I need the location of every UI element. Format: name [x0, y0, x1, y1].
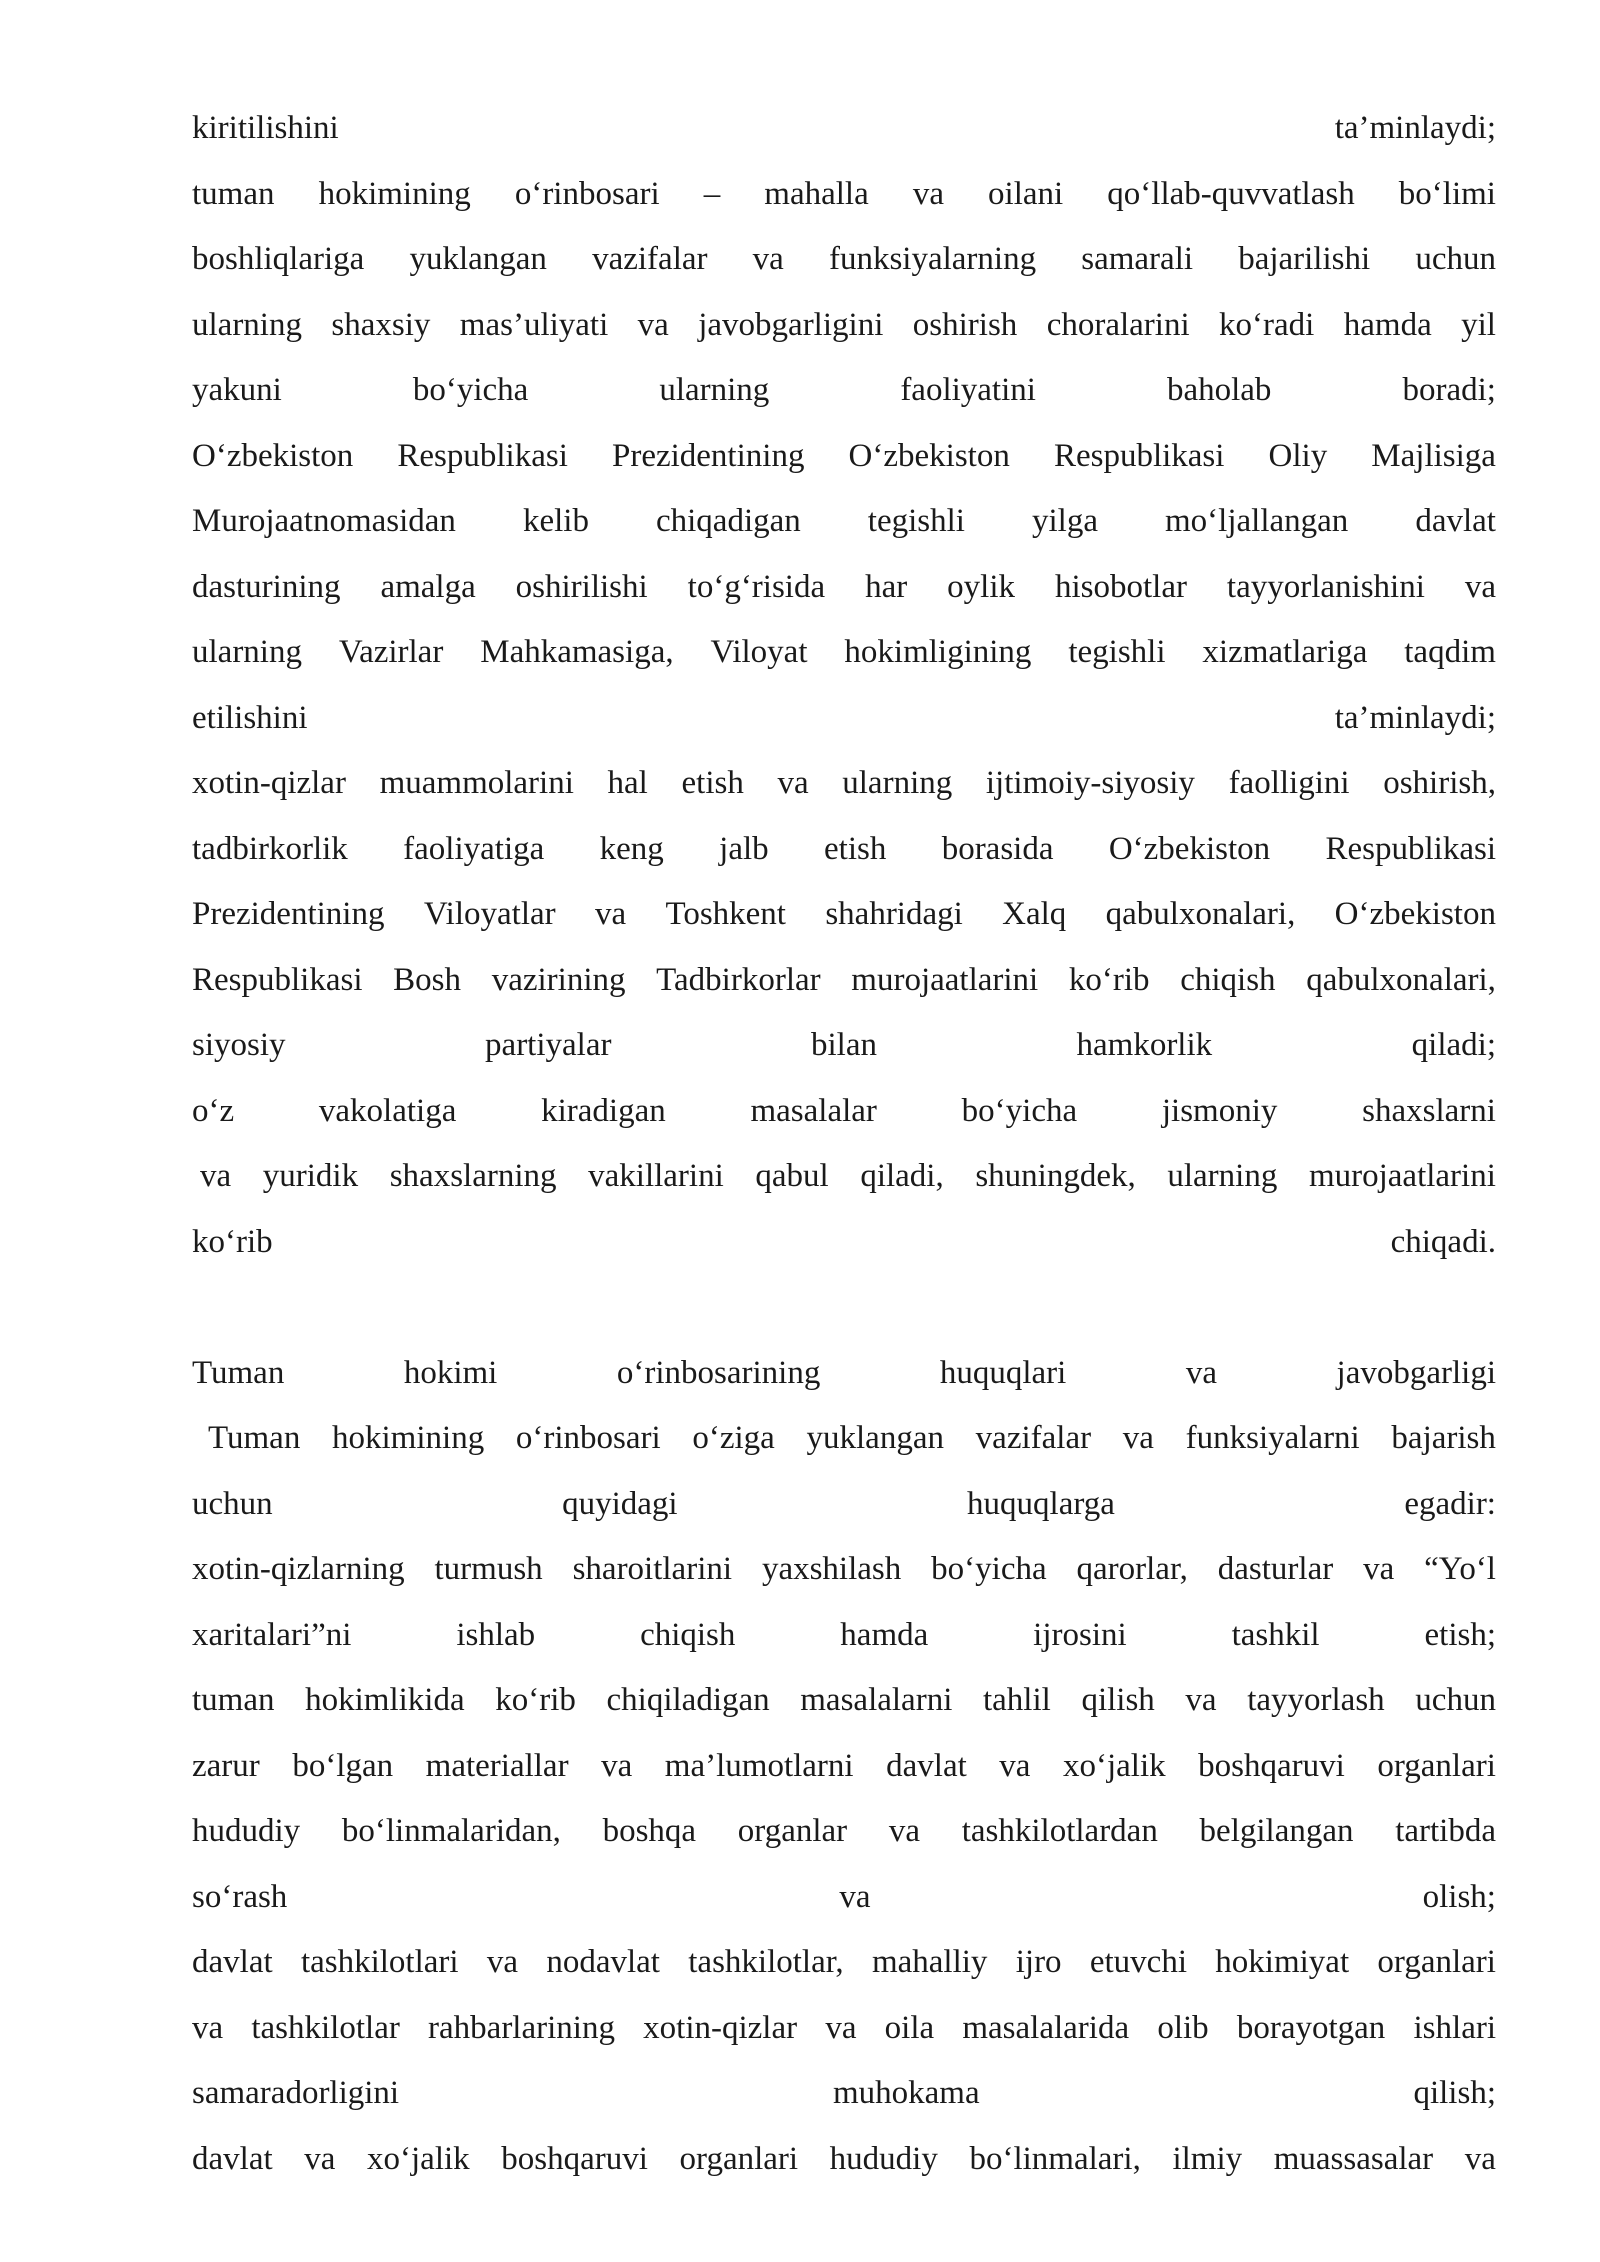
- word: ularning: [1167, 1158, 1278, 1194]
- word: yuridik: [262, 1158, 359, 1194]
- word: tashkilotlardan: [961, 1813, 1158, 1849]
- word: va: [1464, 568, 1496, 605]
- word: ularning: [192, 306, 302, 343]
- word: etish;: [1424, 1616, 1496, 1653]
- word: tegishli: [1068, 634, 1166, 670]
- text-line: [192, 489, 1496, 555]
- word: hamkorlik: [1076, 1027, 1213, 1063]
- word: ularning: [659, 372, 770, 408]
- word: bo‘limi: [1398, 175, 1496, 212]
- word: davlat: [1415, 503, 1496, 539]
- word: hududiy: [192, 1813, 301, 1849]
- word: kiradigan: [541, 1092, 666, 1129]
- word: oila: [884, 2009, 935, 2046]
- word: yakuni: [192, 372, 282, 408]
- word: xotin-qizlar: [643, 2009, 798, 2046]
- word: hokimiyat: [1215, 1944, 1350, 1980]
- document-page: [192, 96, 1496, 2192]
- text-line: [192, 1865, 1496, 1931]
- word: chiqadi.: [1390, 1223, 1496, 1260]
- text-line: [192, 1603, 1496, 1669]
- word: ilmiy: [1172, 2140, 1243, 2177]
- word: va: [912, 175, 944, 212]
- word: organlari: [679, 2140, 799, 2177]
- word: xizmatlariga: [1202, 634, 1368, 670]
- word: organlari: [1377, 1747, 1496, 1784]
- word: ko‘rib: [192, 1223, 273, 1260]
- word: tayyorlash: [1247, 1682, 1385, 1718]
- word: huquqlarga: [967, 1485, 1115, 1522]
- text-line: [192, 1144, 1496, 1210]
- word: va: [304, 2140, 336, 2177]
- word: yilga: [1032, 503, 1098, 539]
- word: rahbarlarining: [428, 2009, 615, 2046]
- word: bo‘yicha: [961, 1092, 1078, 1129]
- word: ishlari: [1413, 2009, 1496, 2046]
- text-line: [192, 882, 1496, 948]
- word: davlat: [192, 1944, 273, 1980]
- word: masalalar: [750, 1092, 877, 1129]
- word: Toshkent: [665, 896, 786, 932]
- word: O‘zbekiston: [192, 437, 354, 474]
- word: funksiyalarning: [828, 241, 1037, 277]
- word: va: [888, 1813, 921, 1849]
- word: va: [637, 306, 669, 343]
- word: mahalla: [764, 175, 869, 212]
- word: bajarilishi: [1238, 241, 1371, 277]
- word: Respublikasi: [1325, 830, 1496, 867]
- word: huquqlari: [939, 1354, 1067, 1391]
- word: va: [1185, 1682, 1217, 1718]
- word: Xalq: [1002, 896, 1067, 932]
- word: Tuman: [208, 1420, 301, 1456]
- word: yil: [1461, 306, 1496, 343]
- word: dasturlar: [1217, 1551, 1334, 1587]
- word: va: [200, 1158, 232, 1194]
- word: ishlab: [456, 1616, 536, 1653]
- word: O‘zbekiston: [1108, 830, 1271, 867]
- word: faoliyatiga: [403, 830, 545, 867]
- word: kelib: [522, 503, 589, 539]
- word: uchun: [192, 1485, 273, 1522]
- word: xotin-qizlar: [192, 765, 346, 801]
- word: qabulxonalari,: [1105, 896, 1296, 932]
- word: tayyorlanishini: [1226, 568, 1425, 605]
- word: masalalarida: [962, 2009, 1130, 2046]
- word: mahalliy: [871, 1944, 988, 1980]
- text-line: [192, 1210, 1496, 1276]
- word: muammolarini: [379, 765, 574, 801]
- word: borayotgan: [1236, 2009, 1386, 2046]
- text-line: [192, 1472, 1496, 1538]
- word: Viloyatlar: [423, 896, 556, 932]
- word: etilishini: [192, 699, 308, 736]
- word: jalb: [719, 830, 769, 867]
- word: samarali: [1081, 241, 1194, 277]
- word: boshqaruvi: [501, 2140, 648, 2177]
- text-line: [192, 1537, 1496, 1603]
- text-line: [192, 293, 1496, 359]
- word: to‘g‘risida: [687, 568, 826, 605]
- word: oylik: [947, 568, 1016, 605]
- blank-line: [192, 1275, 1496, 1341]
- word: qarorlar,: [1076, 1551, 1188, 1587]
- word: xotin-qizlarning: [192, 1551, 405, 1587]
- word: va: [1363, 1551, 1395, 1587]
- word: hisobotlar: [1054, 568, 1187, 605]
- word: murojaatlarini: [1308, 1158, 1496, 1194]
- text-line: [192, 162, 1496, 228]
- word: mo‘ljallangan: [1165, 503, 1349, 539]
- word: vazifalar: [975, 1420, 1092, 1456]
- word: ijro: [1015, 1944, 1062, 1980]
- word: tahlil: [982, 1682, 1051, 1718]
- text-line: [192, 1996, 1496, 2062]
- word: vazifalar: [592, 241, 708, 277]
- word: olib: [1157, 2009, 1209, 2046]
- word: ularning: [192, 634, 302, 670]
- word: ta’minlaydi;: [1334, 110, 1496, 146]
- word: organlari: [1377, 1944, 1496, 1980]
- word: oshirish,: [1383, 765, 1496, 801]
- word: bo‘lgan: [292, 1747, 394, 1784]
- word: davlat: [886, 1747, 967, 1784]
- word: boshqa: [602, 1813, 697, 1849]
- word: chiqish: [640, 1616, 736, 1653]
- word: va: [839, 1878, 871, 1915]
- word: va: [601, 1747, 633, 1784]
- text-line: [192, 1799, 1496, 1865]
- word: boradi;: [1402, 372, 1496, 408]
- word: ko‘rib: [495, 1682, 576, 1718]
- word: Mahkamasiga,: [480, 634, 674, 670]
- word: choralarini: [1046, 306, 1190, 343]
- word: amalga: [380, 568, 476, 605]
- word: tadbirkorlik: [192, 830, 348, 867]
- word: Respublikasi: [397, 437, 568, 474]
- word: va: [486, 1944, 519, 1980]
- word: faoliyatini: [900, 372, 1036, 408]
- word: turmush: [434, 1551, 543, 1587]
- word: Prezidentining: [611, 437, 805, 474]
- word: O‘zbekiston: [1334, 896, 1496, 932]
- word: tashkilotlar: [251, 2009, 400, 2046]
- word: shaxslarni: [1362, 1092, 1496, 1129]
- word: Respublikasi: [1053, 437, 1225, 474]
- text-line: [192, 686, 1496, 752]
- word: hamda: [840, 1616, 929, 1653]
- text-line: [192, 2061, 1496, 2127]
- word: hamda: [1343, 306, 1432, 343]
- text-line: [192, 751, 1496, 817]
- word: “Yo‘l: [1424, 1551, 1496, 1587]
- word: taqdim: [1404, 634, 1496, 670]
- word: va: [192, 2009, 224, 2046]
- word: bilan: [811, 1027, 877, 1063]
- word: davlat: [192, 2140, 273, 2177]
- word: shaxslarning: [389, 1158, 557, 1194]
- word: faolligini: [1228, 765, 1350, 801]
- word: o‘z: [192, 1092, 235, 1129]
- word: yuklangan: [409, 241, 547, 277]
- word: o‘rinbosari: [514, 175, 660, 212]
- word: bo‘yicha: [931, 1551, 1047, 1587]
- word: oshirilishi: [515, 568, 648, 605]
- word: hokimlikida: [305, 1682, 465, 1718]
- word: Prezidentining: [192, 896, 385, 932]
- text-line: [192, 96, 1496, 162]
- word: tashkil: [1231, 1616, 1320, 1653]
- word: qilish: [1081, 1682, 1155, 1718]
- word: organlar: [737, 1813, 848, 1849]
- text-line: [192, 1406, 1496, 1472]
- word: uchun: [1415, 241, 1496, 277]
- word: qiladi,: [860, 1158, 944, 1194]
- word: tartibda: [1395, 1813, 1496, 1849]
- word: xo‘jalik: [367, 2140, 470, 2177]
- word: sharoitlarini: [572, 1551, 733, 1587]
- word: qabul: [755, 1158, 829, 1194]
- word: ularning: [842, 765, 953, 801]
- word: muassasalar: [1273, 2140, 1434, 2177]
- word: Tuman: [192, 1354, 285, 1391]
- word: Majlisiga: [1371, 437, 1496, 474]
- word: ko‘radi: [1219, 306, 1315, 343]
- word: chiqiladigan: [606, 1682, 770, 1718]
- word: –: [703, 175, 721, 212]
- word: quyidagi: [562, 1485, 678, 1522]
- word: bo‘linmalari,: [969, 2140, 1141, 2177]
- word: Tadbirkorlar: [656, 961, 821, 998]
- text-line: [192, 424, 1496, 490]
- word: uchun: [1415, 1682, 1496, 1718]
- text-line: [192, 1668, 1496, 1734]
- word: ko‘rib: [1068, 961, 1150, 998]
- word: Oliy: [1268, 437, 1328, 474]
- text-line: [192, 948, 1496, 1014]
- text-line: [192, 1079, 1496, 1145]
- word: vakillarini: [588, 1158, 724, 1194]
- text-line: [192, 1734, 1496, 1800]
- text-line: [192, 1930, 1496, 1996]
- word: boshliqlariga: [192, 241, 365, 277]
- word: tuman: [192, 175, 275, 212]
- word: mas’uliyati: [459, 306, 609, 343]
- word: har: [865, 568, 908, 605]
- word: egadir:: [1404, 1485, 1496, 1522]
- word: o‘rinbosarining: [616, 1354, 821, 1391]
- word: va: [752, 241, 784, 277]
- word: tegishli: [867, 503, 965, 539]
- word: shuningdek,: [975, 1158, 1136, 1194]
- word: o‘ziga: [692, 1420, 775, 1456]
- word: olish;: [1422, 1878, 1496, 1915]
- word: Viloyat: [710, 634, 808, 670]
- word: ijrosini: [1033, 1616, 1127, 1653]
- word: va: [1185, 1354, 1218, 1391]
- word: zarur: [192, 1747, 260, 1784]
- word: masalalarni: [800, 1682, 953, 1718]
- word: Respublikasi: [192, 961, 363, 998]
- word: muhokama: [832, 2075, 980, 2111]
- word: Murojaatnomasidan: [192, 503, 456, 539]
- word: keng: [599, 830, 664, 867]
- word: va: [594, 896, 627, 932]
- word: shahridagi: [825, 896, 963, 932]
- word: vazirining: [491, 961, 626, 998]
- word: chiqish: [1180, 961, 1276, 998]
- word: ta’minlaydi;: [1334, 699, 1496, 736]
- word: etish: [824, 830, 887, 867]
- text-line: [192, 358, 1496, 424]
- word: hokimining: [332, 1420, 485, 1456]
- word: materiallar: [425, 1747, 569, 1784]
- word: yuklangan: [806, 1420, 944, 1456]
- word: tashkilotlari: [300, 1944, 459, 1980]
- word: vakolatiga: [318, 1092, 457, 1129]
- word: qiladi;: [1411, 1027, 1496, 1063]
- word: qabulxonalari,: [1306, 961, 1496, 998]
- word: samaradorligini: [192, 2075, 400, 2111]
- word: bajarish: [1391, 1420, 1496, 1456]
- word: yaxshilash: [761, 1551, 902, 1587]
- word: va: [1464, 2140, 1496, 2177]
- word: hokimining: [318, 175, 471, 212]
- word: O‘zbekiston: [848, 437, 1010, 474]
- word: murojaatlarini: [851, 961, 1039, 998]
- word: borasida: [941, 830, 1054, 867]
- word: baholab: [1166, 372, 1272, 408]
- word: o‘rinbosari: [515, 1420, 661, 1456]
- word: boshqaruvi: [1198, 1747, 1345, 1784]
- word: dasturining: [192, 568, 341, 605]
- word: Bosh: [393, 961, 462, 998]
- word: va: [1122, 1420, 1154, 1456]
- word: oilani: [988, 175, 1064, 212]
- word: etish: [681, 765, 744, 801]
- word: so‘rash: [192, 1878, 288, 1915]
- word: qo‘llab-quvvatlash: [1107, 175, 1355, 212]
- word: belgilangan: [1199, 1813, 1354, 1849]
- word: tuman: [192, 1682, 275, 1718]
- word: siyosiy: [192, 1027, 286, 1063]
- word: xaritalari”ni: [192, 1616, 352, 1653]
- word: chiqadigan: [655, 503, 801, 539]
- word: ma’lumotlarni: [664, 1747, 854, 1784]
- word: funksiyalarni: [1185, 1420, 1360, 1456]
- word: hal: [607, 765, 648, 801]
- word: xo‘jalik: [1062, 1747, 1166, 1784]
- text-line: [192, 1013, 1496, 1079]
- word: javobgarligi: [1336, 1354, 1496, 1391]
- text-line: [192, 227, 1496, 293]
- word: ijtimoiy-siyosiy: [985, 765, 1195, 801]
- word: va: [777, 765, 809, 801]
- text-line: [192, 1341, 1496, 1407]
- text-line: [192, 620, 1496, 686]
- word: va: [999, 1747, 1031, 1784]
- text-line: [192, 2127, 1496, 2193]
- word: qilish;: [1413, 2075, 1496, 2111]
- word: oshirish: [912, 306, 1018, 343]
- word: Vazirlar: [338, 634, 444, 670]
- word: hokimi: [403, 1354, 498, 1391]
- word: jismoniy: [1161, 1092, 1278, 1129]
- word: bo‘linmalaridan,: [341, 1813, 561, 1849]
- word: hududiy: [829, 2140, 938, 2177]
- word: partiyalar: [485, 1027, 612, 1063]
- word: va: [825, 2009, 857, 2046]
- word: bo‘yicha: [412, 372, 529, 408]
- word: javobgarligini: [698, 306, 884, 343]
- text-line: [192, 555, 1496, 621]
- word: hokimligining: [844, 634, 1032, 670]
- word: nodavlat: [546, 1944, 660, 1980]
- word: kiritilishini: [192, 110, 339, 146]
- word: shaxsiy: [331, 306, 431, 343]
- word: tashkilotlar,: [688, 1944, 844, 1980]
- word: etuvchi: [1089, 1944, 1187, 1980]
- text-line: [192, 817, 1496, 883]
